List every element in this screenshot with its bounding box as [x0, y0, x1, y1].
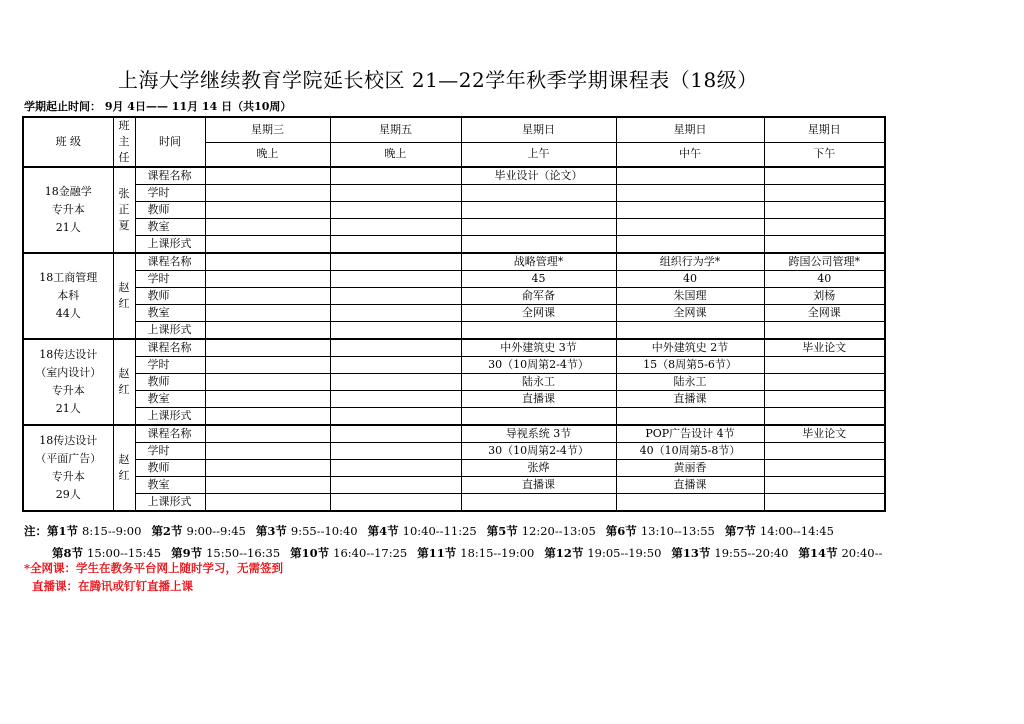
header-day: 星期日 — [616, 117, 764, 142]
schedule-cell — [330, 271, 461, 288]
schedule-cell — [764, 219, 885, 236]
schedule-cell — [205, 374, 330, 391]
notes-prefix: 注： — [24, 524, 47, 538]
schedule-cell — [205, 494, 330, 512]
period-label: 第5节 — [486, 524, 518, 538]
period-label: 第4节 — [367, 524, 399, 538]
schedule-cell — [205, 460, 330, 477]
schedule-cell — [461, 219, 616, 236]
schedule-cell — [764, 236, 885, 254]
schedule-row — [23, 494, 885, 512]
schedule-cell — [764, 460, 885, 477]
class-name-line: 专升本 — [51, 384, 85, 397]
schedule-table — [22, 116, 886, 512]
head-teacher-cell — [113, 339, 135, 425]
header-time: 时间 — [135, 117, 205, 167]
schedule-cell — [205, 443, 330, 460]
schedule-cell: 直播课 — [461, 391, 616, 408]
schedule-cell — [330, 202, 461, 219]
period-label: 第2节 — [151, 524, 183, 538]
schedule-cell — [330, 374, 461, 391]
row-label: 教师 — [135, 374, 205, 391]
schedule-cell — [461, 185, 616, 202]
schedule-row — [23, 460, 885, 477]
header-class: 班 级 — [23, 117, 113, 167]
schedule-cell — [461, 322, 616, 340]
row-label: 课程名称 — [135, 253, 205, 271]
schedule-cell: 导视系统 3节 — [461, 425, 616, 443]
schedule-cell — [205, 202, 330, 219]
row-label: 课程名称 — [135, 425, 205, 443]
schedule-cell — [205, 357, 330, 374]
class-name-line: 44人 — [55, 307, 81, 320]
schedule-cell — [330, 167, 461, 185]
schedule-cell — [330, 322, 461, 340]
row-label: 课程名称 — [135, 339, 205, 357]
notes — [24, 520, 892, 564]
header-day: 星期三 — [205, 117, 330, 142]
row-label: 教室 — [135, 391, 205, 408]
schedule-row — [23, 202, 885, 219]
period-time: 16:40--17:25 — [333, 546, 408, 560]
period-times-line-1 — [24, 520, 892, 542]
class-name-cell — [23, 167, 113, 253]
schedule-cell — [330, 477, 461, 494]
schedule-cell — [764, 408, 885, 426]
period-label: 第13节 — [671, 546, 711, 560]
schedule-cell: 30（10周第2-4节） — [461, 357, 616, 374]
period-label: 第6节 — [605, 524, 637, 538]
schedule-cell — [616, 167, 764, 185]
schedule-cell: 全网课 — [616, 305, 764, 322]
period-label: 第14节 — [798, 546, 838, 560]
schedule-cell — [764, 185, 885, 202]
head-teacher-char: 红 — [118, 469, 130, 482]
schedule-cell — [616, 322, 764, 340]
period-label: 第10节 — [290, 546, 330, 560]
schedule-cell — [330, 357, 461, 374]
schedule-cell — [330, 391, 461, 408]
schedule-cell: 中外建筑史 2节 — [616, 339, 764, 357]
class-name-line: 18传达设计 — [39, 434, 98, 447]
period-time: 19:05--19:50 — [587, 546, 662, 560]
schedule-cell — [330, 305, 461, 322]
class-name-cell — [23, 339, 113, 425]
schedule-cell: 30（10周第2-4节） — [461, 443, 616, 460]
schedule-cell — [330, 253, 461, 271]
head-teacher-cell — [113, 425, 135, 511]
schedule-cell — [764, 477, 885, 494]
schedule-cell: 全网课 — [764, 305, 885, 322]
page-title: 上海大学继续教育学院延长校区 21—22学年秋季学期课程表（18级） — [118, 68, 758, 92]
period-time: 15:50--16:35 — [206, 546, 281, 560]
class-name-line: 18工商管理 — [39, 271, 98, 284]
semester-period: 学期起止时间： 9月 4日—— 11月 14 日（共10周） — [24, 100, 292, 113]
schedule-cell — [205, 408, 330, 426]
schedule-cell: 全网课 — [461, 305, 616, 322]
schedule-cell: 40（10周第5-8节） — [616, 443, 764, 460]
row-label: 教师 — [135, 460, 205, 477]
schedule-cell: 朱国理 — [616, 288, 764, 305]
period-label: 第12节 — [544, 546, 584, 560]
row-label: 上课形式 — [135, 408, 205, 426]
schedule-cell: 张烨 — [461, 460, 616, 477]
note-live-course: 直播课：在腾讯或钉钉直播上课 — [32, 579, 193, 593]
header-slot: 中午 — [616, 142, 764, 167]
head-teacher-char: 红 — [118, 297, 130, 310]
schedule-cell — [330, 460, 461, 477]
class-name-line: （平面广告） — [35, 452, 102, 465]
schedule-cell — [764, 443, 885, 460]
schedule-cell — [764, 167, 885, 185]
row-label: 学时 — [135, 185, 205, 202]
schedule-row — [23, 288, 885, 305]
schedule-cell: 毕业论文 — [764, 339, 885, 357]
head-teacher-char: 夏 — [118, 219, 130, 232]
period-label: 第7节 — [724, 524, 756, 538]
schedule-row — [23, 322, 885, 340]
schedule-cell — [461, 408, 616, 426]
schedule-cell — [764, 322, 885, 340]
schedule-cell — [330, 185, 461, 202]
schedule-row — [23, 271, 885, 288]
schedule-cell — [330, 408, 461, 426]
schedule-cell — [330, 339, 461, 357]
header-slot: 上午 — [461, 142, 616, 167]
schedule-cell — [616, 219, 764, 236]
period-time: 19:55--20:40 — [714, 546, 789, 560]
row-label: 学时 — [135, 443, 205, 460]
head-teacher-char: 红 — [118, 383, 130, 396]
row-label: 教室 — [135, 477, 205, 494]
schedule-cell — [330, 443, 461, 460]
schedule-cell: 组织行为学* — [616, 253, 764, 271]
schedule-cell: 40 — [616, 271, 764, 288]
schedule-cell: 陆永工 — [616, 374, 764, 391]
period-time: 13:10--13:55 — [640, 524, 715, 538]
schedule-cell — [205, 339, 330, 357]
schedule-cell: 跨国公司管理* — [764, 253, 885, 271]
schedule-cell — [616, 202, 764, 219]
schedule-cell — [330, 288, 461, 305]
schedule-cell: 45 — [461, 271, 616, 288]
schedule-cell — [616, 494, 764, 512]
class-name-cell — [23, 253, 113, 339]
schedule-row — [23, 443, 885, 460]
schedule-cell: 中外建筑史 3节 — [461, 339, 616, 357]
schedule-cell — [205, 288, 330, 305]
schedule-cell: 毕业论文 — [764, 425, 885, 443]
schedule-row — [23, 357, 885, 374]
head-teacher-cell — [113, 253, 135, 339]
schedule-cell — [205, 322, 330, 340]
row-label: 教师 — [135, 288, 205, 305]
schedule-row — [23, 408, 885, 426]
schedule-cell — [461, 236, 616, 254]
schedule-cell: 毕业设计（论文） — [461, 167, 616, 185]
header-day: 星期五 — [330, 117, 461, 142]
schedule-cell: 俞军备 — [461, 288, 616, 305]
schedule-cell — [205, 271, 330, 288]
schedule-cell: 直播课 — [616, 477, 764, 494]
class-name-line: 专升本 — [51, 470, 85, 483]
head-teacher-cell — [113, 167, 135, 253]
schedule-row — [23, 391, 885, 408]
period-label: 第9节 — [171, 546, 203, 560]
schedule-cell — [205, 253, 330, 271]
schedule-cell: 刘杨 — [764, 288, 885, 305]
schedule-cell — [616, 236, 764, 254]
schedule-cell: POP广告设计 4节 — [616, 425, 764, 443]
row-label: 课程名称 — [135, 167, 205, 185]
schedule-cell — [764, 374, 885, 391]
period-time: 10:40--11:25 — [402, 524, 477, 538]
row-label: 上课形式 — [135, 322, 205, 340]
schedule-cell: 15（8周第5-6节） — [616, 357, 764, 374]
period-time: 14:00--14:45 — [759, 524, 834, 538]
head-teacher-char: 赵 — [118, 453, 130, 466]
schedule-cell — [330, 494, 461, 512]
header-day: 星期日 — [764, 117, 885, 142]
period-label: 第1节 — [47, 524, 79, 538]
schedule-cell: 黄丽香 — [616, 460, 764, 477]
row-label: 教室 — [135, 305, 205, 322]
schedule-cell: 直播课 — [461, 477, 616, 494]
class-name-line: 21人 — [55, 221, 81, 234]
schedule-cell — [461, 494, 616, 512]
head-teacher-char: 张 — [118, 187, 130, 200]
schedule-cell: 直播课 — [616, 391, 764, 408]
schedule-cell — [764, 494, 885, 512]
schedule-cell: 陆永工 — [461, 374, 616, 391]
head-teacher-char: 赵 — [118, 281, 130, 294]
row-label: 教师 — [135, 202, 205, 219]
schedule-cell — [205, 219, 330, 236]
head-teacher-char: 正 — [118, 203, 130, 216]
class-name-line: 21人 — [55, 402, 81, 415]
class-name-line: 29人 — [55, 488, 81, 501]
header-day: 星期日 — [461, 117, 616, 142]
period-time: 12:20--13:05 — [521, 524, 596, 538]
period-time: 18:15--19:00 — [460, 546, 535, 560]
class-name-line: 18传达设计 — [39, 348, 98, 361]
schedule-cell: 40 — [764, 271, 885, 288]
schedule-row — [23, 253, 885, 271]
note-online-course: *全网课：学生在教务平台网上随时学习，无需签到 — [24, 561, 284, 575]
schedule-cell — [764, 391, 885, 408]
period-label: 第8节 — [52, 546, 84, 560]
schedule-cell — [205, 167, 330, 185]
schedule-row — [23, 305, 885, 322]
schedule-cell — [616, 408, 764, 426]
header-slot: 晚上 — [205, 142, 330, 167]
schedule-row — [23, 374, 885, 391]
schedule-cell: 战略管理* — [461, 253, 616, 271]
schedule-row — [23, 425, 885, 443]
period-time: 20:40-- — [841, 546, 883, 560]
schedule-row — [23, 477, 885, 494]
head-teacher-char: 赵 — [118, 367, 130, 380]
schedule-cell — [205, 477, 330, 494]
schedule-cell — [205, 236, 330, 254]
row-label: 学时 — [135, 271, 205, 288]
period-time: 9:55--10:40 — [290, 524, 358, 538]
header-head-teacher: 班 主 任 — [113, 117, 135, 167]
schedule-cell — [205, 425, 330, 443]
schedule-cell — [205, 185, 330, 202]
period-label: 第11节 — [417, 546, 457, 560]
class-name-line: （室内设计） — [35, 366, 102, 379]
class-name-line: 18金融学 — [44, 185, 92, 198]
class-name-cell — [23, 425, 113, 511]
period-time: 9:00--9:45 — [186, 524, 246, 538]
schedule-cell — [205, 391, 330, 408]
schedule-cell — [330, 236, 461, 254]
schedule-cell — [330, 219, 461, 236]
schedule-row — [23, 236, 885, 254]
schedule-cell — [764, 357, 885, 374]
schedule-cell — [330, 425, 461, 443]
schedule-row — [23, 219, 885, 236]
period-label: 第3节 — [255, 524, 287, 538]
row-label: 学时 — [135, 357, 205, 374]
period-time: 8:15--9:00 — [82, 524, 142, 538]
schedule-cell — [764, 202, 885, 219]
period-time: 15:00--15:45 — [87, 546, 162, 560]
schedule-row — [23, 167, 885, 185]
schedule-row — [23, 339, 885, 357]
row-label: 教室 — [135, 219, 205, 236]
row-label: 上课形式 — [135, 236, 205, 254]
schedule-cell — [205, 305, 330, 322]
class-name-line: 本科 — [57, 289, 80, 302]
row-label: 上课形式 — [135, 494, 205, 512]
class-name-line: 专升本 — [51, 203, 85, 216]
schedule-row — [23, 185, 885, 202]
header-slot: 下午 — [764, 142, 885, 167]
schedule-cell — [461, 202, 616, 219]
schedule-cell — [616, 185, 764, 202]
header-slot: 晚上 — [330, 142, 461, 167]
